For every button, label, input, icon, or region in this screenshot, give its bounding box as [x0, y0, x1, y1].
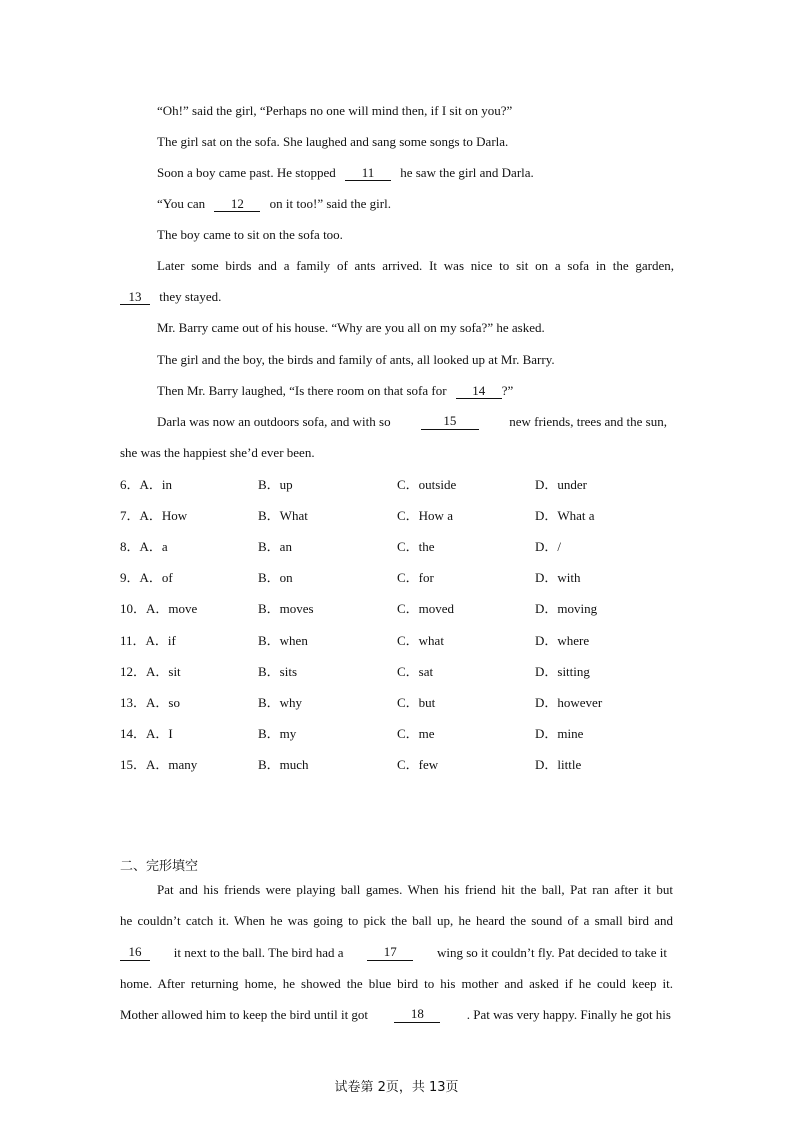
blank-14: 14 [456, 384, 502, 399]
option-a: 13．A．so [120, 695, 180, 710]
section-heading: 二、完形填空 [120, 859, 199, 874]
option-d: D．mine [535, 726, 584, 741]
option-b: B．up [258, 477, 293, 492]
paragraph: she was the happiest she’d ever been. [120, 445, 315, 460]
blank-18: 18 [394, 1007, 440, 1023]
option-c: C．moved [397, 601, 455, 616]
option-c: C．the [397, 539, 435, 554]
option-c: C．How a [397, 508, 453, 523]
option-c: C．few [397, 757, 439, 772]
option-a: 9．A．of [120, 570, 173, 585]
paragraph: Pat and his friends were playing ball games. When his friend hit the ball, Pat ran after it but [157, 882, 673, 897]
option-d: D．What a [535, 508, 595, 523]
blank-16: 16 [120, 945, 150, 961]
option-b: B．an [258, 539, 292, 554]
option-a: 10．A．move [120, 601, 198, 616]
option-d: D．moving [535, 601, 598, 616]
option-d: D．/ [535, 539, 562, 554]
option-d: D．under [535, 477, 587, 492]
text-fragment: on it too!” said the girl. [269, 196, 391, 211]
option-c: C．for [397, 570, 434, 585]
option-a: 11．A．if [120, 633, 176, 648]
blank-15: 15 [421, 414, 479, 430]
paragraph: Mr. Barry came out of his house. “Why are you all on my sofa?” he asked. [157, 320, 545, 335]
option-a: 12．A．sit [120, 664, 181, 679]
paragraph: home. After returning home, he showed the blue bird to his mother and asked if he could keep it. [120, 976, 673, 991]
option-b: B．sits [258, 664, 298, 679]
paragraph [120, 1007, 671, 1023]
text-fragment: Then Mr. Barry laughed, “Is there room on that sofa for [157, 383, 447, 398]
paragraph [157, 196, 391, 212]
blank-11: 11 [345, 166, 391, 181]
text-fragment: . Pat was very happy. Finally he got his [466, 1007, 671, 1022]
option-a: 14．A．I [120, 726, 173, 741]
text-fragment: they stayed. [159, 289, 222, 304]
option-d: D．sitting [535, 664, 590, 679]
paragraph [120, 289, 221, 305]
blank-12: 12 [214, 197, 260, 212]
paragraph [157, 383, 513, 399]
text-fragment: he saw the girl and Darla. [400, 165, 534, 180]
paragraph: The girl and the boy, the birds and family of ants, all looked up at Mr. Barry. [157, 352, 555, 367]
paragraph [157, 414, 667, 430]
option-b: B．why [258, 695, 303, 710]
option-b: B．when [258, 633, 308, 648]
text-fragment: it next to the ball. The bird had a [173, 945, 344, 960]
option-b: B．moves [258, 601, 314, 616]
option-c: C．what [397, 633, 444, 648]
paragraph [157, 165, 534, 181]
paragraph: “Oh!” said the girl, “Perhaps no one will mind then, if I sit on you?” [157, 103, 513, 118]
option-a: 8．A．a [120, 539, 168, 554]
option-a: 15．A．many [120, 757, 198, 772]
text-fragment: wing so it couldn’t fly. Pat decided to take it [436, 945, 667, 960]
option-b: B．What [258, 508, 308, 523]
option-c: C．but [397, 695, 436, 710]
option-c: C．me [397, 726, 435, 741]
option-d: D．however [535, 695, 603, 710]
text-fragment: Darla was now an outdoors sofa, and with so [157, 414, 391, 429]
page-footer: 试卷第 2页，共 13页 [334, 1080, 459, 1095]
paragraph: The girl sat on the sofa. She laughed and sang some songs to Darla. [157, 134, 509, 149]
option-d: D．little [535, 757, 582, 772]
option-a: 7．A．How [120, 508, 188, 523]
blank-13: 13 [120, 290, 150, 305]
option-a: 6．A．in [120, 477, 173, 492]
option-b: B．on [258, 570, 293, 585]
option-d: D．with [535, 570, 581, 585]
option-c: C．sat [397, 664, 434, 679]
blank-17: 17 [367, 945, 413, 961]
option-b: B．my [258, 726, 297, 741]
text-fragment: new friends, trees and the sun, [509, 414, 667, 429]
paragraph: he couldn’t catch it. When he was going to pick the ball up, he heard the sound of a small bird and [120, 913, 673, 928]
option-d: D．where [535, 633, 590, 648]
text-fragment: Soon a boy came past. He stopped [157, 165, 336, 180]
text-fragment: “You can [157, 196, 206, 211]
text-fragment: Mother allowed him to keep the bird until it got [120, 1007, 369, 1022]
text-fragment: ?” [501, 383, 514, 398]
paragraph [120, 945, 667, 961]
paragraph: The boy came to sit on the sofa too. [157, 227, 343, 242]
option-b: B．much [258, 757, 309, 772]
paragraph: Later some birds and a family of ants arrived. It was nice to sit on a sofa in the garden, [157, 258, 674, 273]
option-c: C．outside [397, 477, 457, 492]
